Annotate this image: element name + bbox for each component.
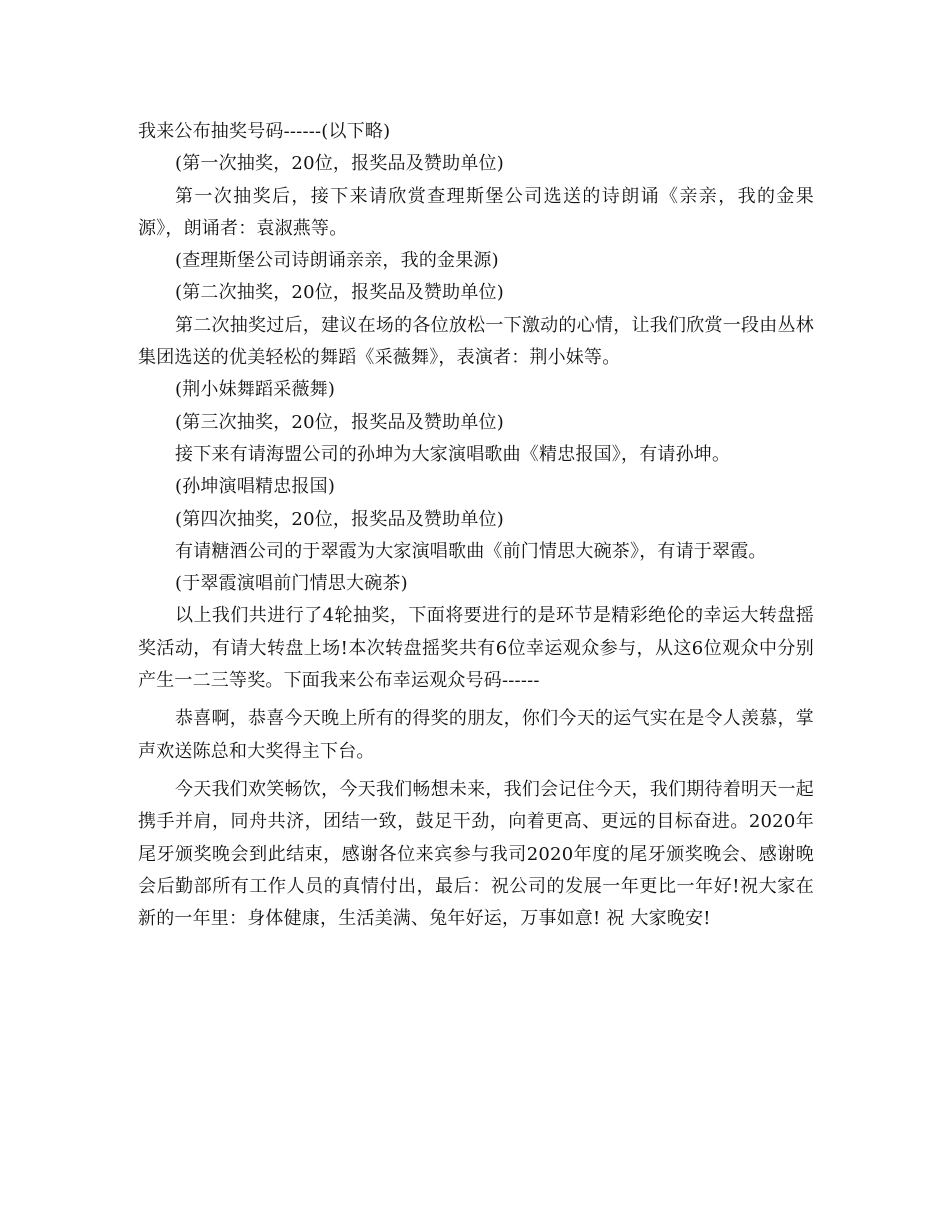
paragraph-song-2-note: (于翠霞演唱前门情思大碗茶) [175, 573, 408, 595]
document-body [138, 116, 814, 935]
paragraph-closing: 今天我们欢笑畅饮，今天我们畅想未来，我们会记住今天，我们期待着明天一起携手并肩，同舟共济，团结一致，鼓足干劲，向着更高、更远的目标奋进。2020年尾牙颁奖晚会到此结束，感谢各位来宾参与我司2020年度的尾牙颁奖晚会、感谢晚会后勤部所有工作人员的真情付出，最后：祝公司的发展一年更比一年好!祝大家在新的一年里：身体健康，生活美满、兔年好运，万事如意! 祝 大家晚安! [138, 778, 814, 930]
paragraph-lucky-wheel: 以上我们共进行了4轮抽奖，下面将要进行的是环节是精彩绝伦的幸运大转盘摇奖活动，有请大转盘上场!本次转盘摇奖共有6位幸运观众参与，从这6位观众中分别产生一二三等奖。下面我来公布幸运观众号码------ [138, 605, 814, 692]
paragraph-draw-2: (第二次抽奖，20位，报奖品及赞助单位) [175, 282, 504, 304]
paragraph-draw-4: (第四次抽奖，20位，报奖品及赞助单位) [175, 508, 504, 530]
paragraph-draw-3: (第三次抽奖，20位，报奖品及赞助单位) [175, 411, 504, 433]
paragraph-poem-intro: 第一次抽奖后，接下来请欣赏查理斯堡公司选送的诗朗诵《亲亲，我的金果源》，朗诵者：袁淑燕等。 [138, 185, 814, 239]
paragraph-song-1-note: (孙坤演唱精忠报国) [175, 476, 336, 498]
paragraph-draw-1: (第一次抽奖，20位，报奖品及赞助单位) [175, 153, 504, 175]
paragraph-song-2-intro: 有请糖酒公司的于翠霞为大家演唱歌曲《前门情思大碗茶》，有请于翠霞。 [175, 540, 767, 562]
paragraph-congratulations: 恭喜啊，恭喜今天晚上所有的得奖的朋友，你们今天的运气实在是令人羡慕，掌声欢送陈总和大奖得主下台。 [138, 708, 814, 762]
paragraph-announce-numbers: 我来公布抽奖号码------(以下略) [138, 121, 391, 142]
paragraph-dance-note: (荆小妹舞蹈采薇舞) [175, 379, 336, 401]
paragraph-song-1-intro: 接下来有请海盟公司的孙坤为大家演唱歌曲《精忠报国》，有请孙坤。 [175, 443, 731, 465]
paragraph-poem-note: (查理斯堡公司诗朗诵亲亲，我的金果源) [175, 250, 499, 272]
paragraph-dance-intro: 第二次抽奖过后，建议在场的各位放松一下激动的心情，让我们欣赏一段由丛林集团选送的优美轻松的舞蹈《采薇舞》，表演者：荆小妹等。 [138, 314, 814, 369]
